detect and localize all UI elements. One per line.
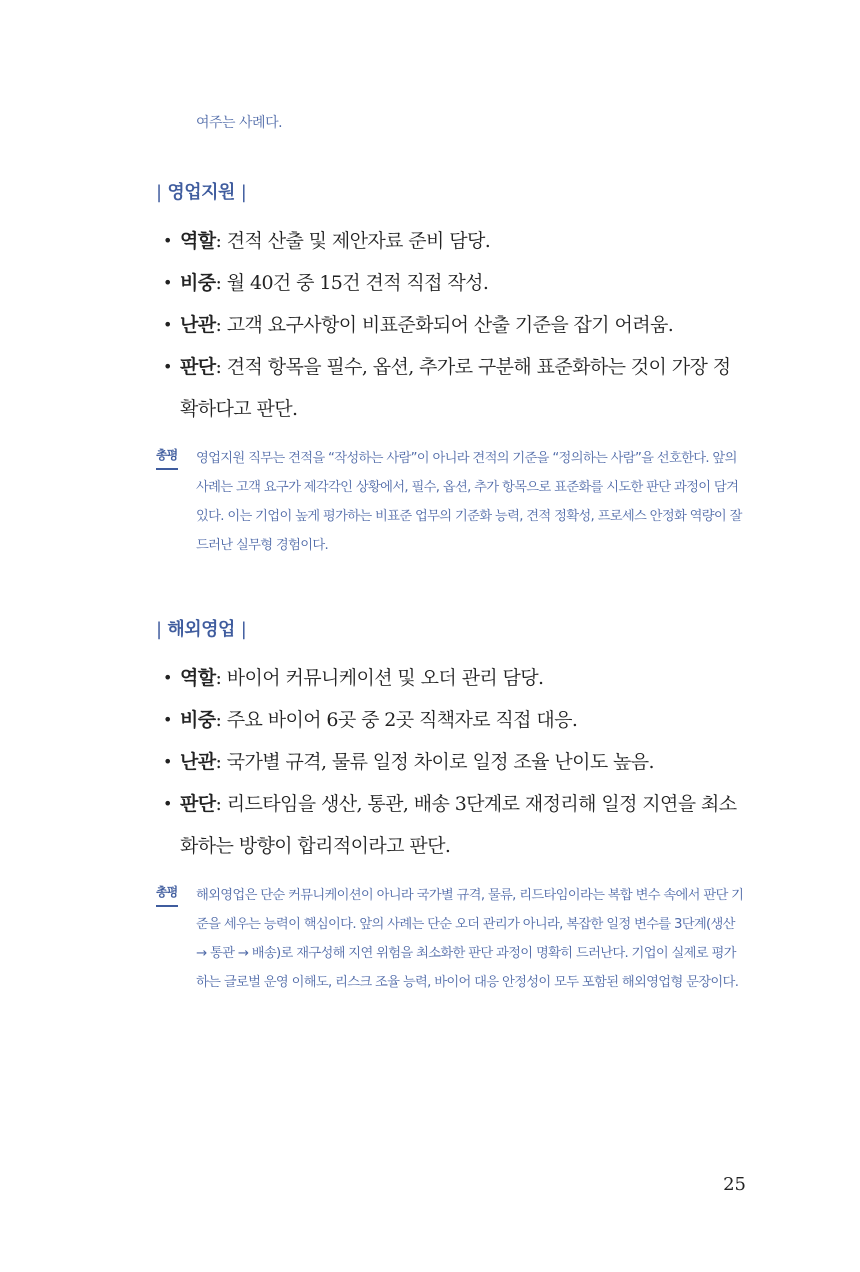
list-item (156, 304, 746, 346)
item-key: 비중 (180, 272, 216, 294)
section-heading (156, 180, 756, 206)
review-block (156, 444, 746, 560)
heading-bar-left: | (156, 182, 162, 203)
section-title: 해외영업 (167, 619, 235, 640)
item-text: : 월 40건 중 15건 견적 직접 작성. (215, 272, 489, 294)
item-key: 난관 (180, 751, 216, 773)
lead-text: 여주는 사례다. (196, 115, 283, 131)
bullet-dot-icon: • (163, 710, 172, 729)
item-text: : 바이어 커뮤니케이션 및 오더 관리 담당. (215, 667, 544, 689)
section-overseas-sales (156, 617, 756, 997)
review-tag (156, 881, 178, 907)
list-item (156, 783, 746, 867)
page-number: 25 (723, 1174, 746, 1195)
list-item (156, 220, 746, 262)
section-sales-support (156, 180, 756, 560)
item-text: : 리드타임을 생산, 통관, 배송 3단계로 재정리해 일정 지연을 최소화하는 방향이 합리적이라고 판단. (180, 793, 737, 857)
bullet-dot-icon: • (163, 357, 172, 376)
review-label: 총평 (156, 448, 178, 462)
heading-bar-left: | (156, 619, 162, 640)
bullet-list (156, 220, 756, 430)
bullet-dot-icon: • (163, 794, 172, 813)
item-text: : 주요 바이어 6곳 중 2곳 직책자로 직접 대응. (215, 709, 578, 731)
bullet-list (156, 657, 756, 867)
bullet-dot-icon: • (163, 668, 172, 687)
list-item (156, 262, 746, 304)
item-key: 비중 (180, 709, 216, 731)
section-heading (156, 617, 756, 643)
item-text: : 국가별 규격, 물류 일정 차이로 일정 조율 난이도 높음. (215, 751, 654, 773)
item-key: 역할 (180, 667, 216, 689)
list-item (156, 657, 746, 699)
item-text: : 견적 산출 및 제안자료 준비 담당. (215, 230, 491, 252)
bullet-dot-icon: • (163, 752, 172, 771)
heading-bar-right: | (240, 182, 247, 203)
review-tag (156, 444, 178, 470)
list-item (156, 699, 746, 741)
list-item (156, 346, 746, 430)
list-item (156, 741, 746, 783)
review-block (156, 881, 746, 997)
review-text: 영업지원 직무는 견적을 “작성하는 사람”이 아니라 견적의 기준을 “정의하는 사람”을 선호한다. 앞의 사례는 고객 요구가 제각각인 상황에서, 필수, 옵션, 추가 항목으로 표준화를 시도한 판단 과정이 담겨 있다. 이는 기업이 높게 평가하는 비표준 업무의 기준화 능력, 견적 정확성, 프로세스 안정화 역량이 잘 드러난 실무형 경험이다. (196, 451, 742, 553)
review-underline (156, 905, 178, 907)
bullet-dot-icon: • (163, 273, 172, 292)
item-text: : 견적 항목을 필수, 옵션, 추가로 구분해 표준화하는 것이 가장 정확하다고 판단. (180, 356, 731, 420)
review-text: 해외영업은 단순 커뮤니케이션이 아니라 국가별 규격, 물류, 리드타임이라는 복합 변수 속에서 판단 기준을 세우는 능력이 핵심이다. 앞의 사례는 단순 오더 관리가 아니라, 복잡한 일정 변수를 3단계(생산 → 통관 → 배송)로 재구성해 지연 위험을 최소화한 판단 과정이 명확히 드러난다. 기업이 실제로 평가하는 글로벌 운영 이해도, 리스크 조율 능력, 바이어 대응 안정성이 모두 포함된 해외영업형 문장이다. (196, 888, 744, 990)
item-key: 역할 (180, 230, 216, 252)
review-label: 총평 (156, 885, 178, 899)
bullet-dot-icon: • (163, 231, 172, 250)
item-key: 난관 (180, 314, 216, 336)
review-underline (156, 468, 178, 470)
item-key: 판단 (180, 793, 216, 815)
item-key: 판단 (180, 356, 216, 378)
item-text: : 고객 요구사항이 비표준화되어 산출 기준을 잡기 어려움. (215, 314, 674, 336)
section-title: 영업지원 (167, 182, 235, 203)
heading-bar-right: | (240, 619, 247, 640)
bullet-dot-icon: • (163, 315, 172, 334)
